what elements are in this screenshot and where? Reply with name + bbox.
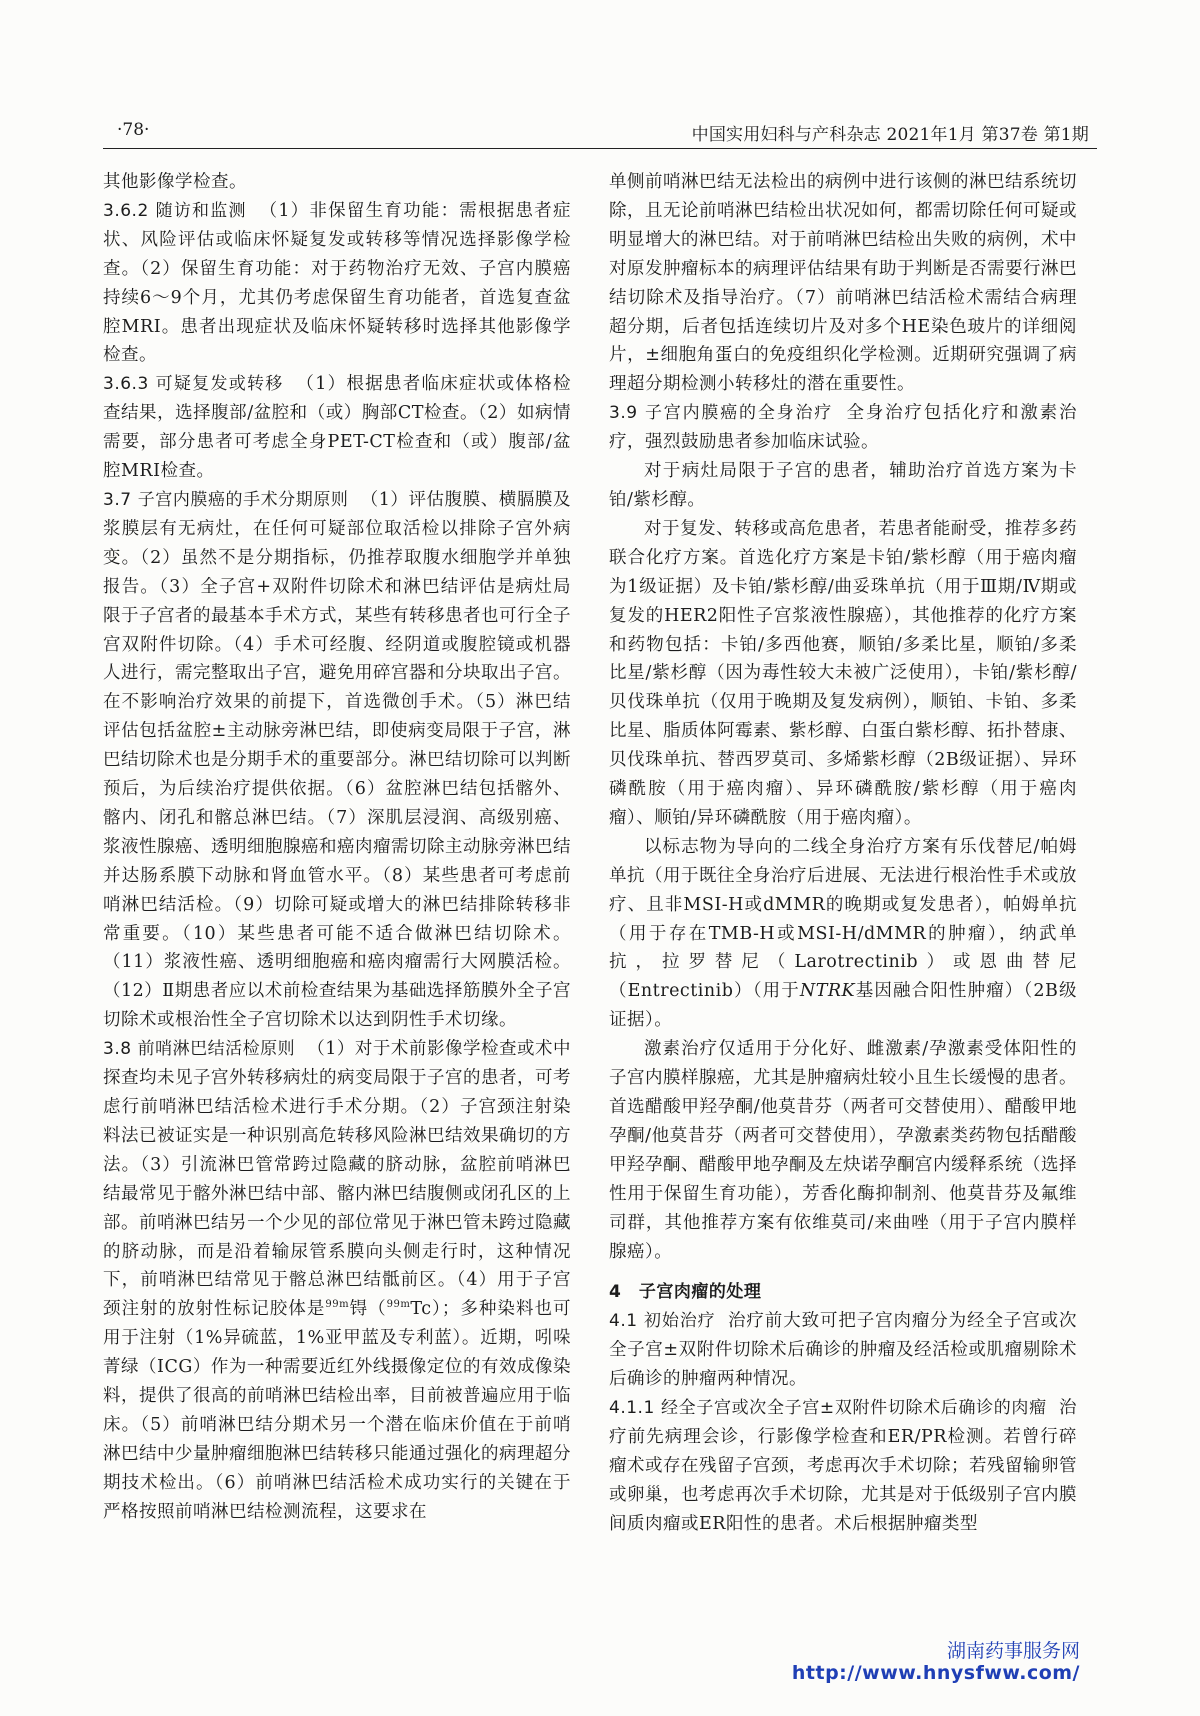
- page-number: ·78·: [117, 120, 150, 140]
- section-number: 4.1: [609, 1311, 638, 1332]
- superscript: 99m: [325, 1299, 350, 1311]
- section-body: （1）非保留生育功能：需根据患者症状、风险评估或临床怀疑复发或转移等情况选择影像学检查。（2）保留生育功能：对于药物治疗无效、子宫内膜癌持续6～9个月，尤其仍考虑保留生育功能者，首选复查盆腔MRI。患者出现症状及临床怀疑转移时选择其他影像学检查。: [103, 200, 571, 366]
- site-watermark: [792, 1640, 1080, 1684]
- section-3-6-3: [103, 370, 571, 486]
- paragraph: 激素治疗仅适用于分化好、雌激素/孕激素受体阳性的子宫内膜样腺癌，尤其是肿瘤病灶较小且生长缓慢的患者。首选醋酸甲羟孕酮/他莫昔芬（两者可交替使用）、醋酸甲地孕酮/他莫昔芬（两者可交替使用），孕激素类药物包括醋酸甲羟孕酮、醋酸甲地孕酮及左炔诺孕酮宫内缓释系统（选择性用于保留生育功能），芳香化酶抑制剂、他莫昔芬及氟维司群，其他推荐方案有依维莫司/来曲唑（用于子宫内膜样腺癌）。: [609, 1039, 1077, 1262]
- section-body: （1）评估腹膜、横膈膜及浆膜层有无病灶，在任何可疑部位取活检以排除子宫外病变。（2）虽然不是分期指标，仍推荐取腹水细胞学并单独报告。（3）全子宫+双附件切除术和淋巴结评估是病灶局限于子宫者的最基本手术方式，某些有转移患者也可行全子宫双附件切除。（4）手术可经腹、经阴道或腹腔镜或机器人进行，需完整取出子宫，避免用碎宫器和分块取出子宫。在不影响治疗效果的前提下，首选微创手术。（5）淋巴结评估包括盆腔±主动脉旁淋巴结，即使病变局限于子宫，淋巴结切除术也是分期手术的重要部分。淋巴结切除可以判断预后，为后续治疗提供依据。（6）盆腔淋巴结包括髂外、髂内、闭孔和髂总淋巴结。（7）深肌层浸润、高级别癌、浆液性腺癌、透明细胞腺癌和癌肉瘤需切除主动脉旁淋巴结并达肠系膜下动脉和肾血管水平。（8）某些患者可考虑前哨淋巴结活检。（9）切除可疑或增大的淋巴结排除转移非常重要。（10）某些患者可能不适合做淋巴结切除术。（11）浆液性癌、透明细胞癌和癌肉瘤需行大网膜活检。（12）Ⅱ期患者应以术前检查结果为基础选择筋膜外全子宫切除术或根治性全子宫切除术以达到阴性手术切缘。: [103, 489, 571, 1031]
- section-3-9: [609, 399, 1077, 457]
- gene-name: NTRK: [799, 981, 856, 1002]
- section-body: 全身治疗包括化疗和激素治疗，强烈鼓励患者参加临床试验。: [609, 403, 1078, 453]
- section-number: 3.6.3: [103, 374, 149, 395]
- paragraph-text: 基因融合阳性肿瘤）（2B级证据）。: [609, 981, 1077, 1031]
- section-title: 子宫内膜癌的全身治疗: [644, 403, 834, 424]
- section-body: 锝（: [349, 1299, 387, 1320]
- paragraph: [609, 833, 1077, 1035]
- section-4-1-1: [609, 1394, 1077, 1539]
- journal-citation: 中国实用妇科与产科杂志 2021年1月 第37卷 第1期: [691, 125, 1089, 145]
- section-body: （1）根据患者临床症状或体格检查结果，选择腹部/盆腔和（或）胸部CT检查。（2）如病情需要，部分患者可考虑全身PET-CT检查和（或）腹部/盆腔MRI检查。: [103, 374, 571, 482]
- section-3-6-2: [103, 197, 571, 370]
- watermark-name: 湖南药事服务网: [946, 1640, 1080, 1662]
- section-title: 子宫内膜癌的手术分期原则: [137, 489, 349, 510]
- section-number: 3.6.2: [103, 200, 149, 221]
- left-column: [103, 168, 571, 1527]
- section-title: 前哨淋巴结活检原则: [137, 1039, 296, 1060]
- section-4-1: [609, 1307, 1077, 1394]
- watermark-url[interactable]: http://www.hnysfww.com/: [791, 1662, 1080, 1684]
- section-body: 多种染料也可用于注射（1%异硫蓝，1%亚甲蓝及专利蓝）。近期，吲哚菁绿（ICG）作为一种需要近红外线摄像定位的有效成像染料，提供了很高的前哨淋巴结检出率，目前被普遍应用于临床。（5）前哨淋巴结分期术另一个潜在临床价值在于前哨淋巴结中少量肿瘤细胞淋巴结转移只能通过强化的病理超分期技术检出。（6）前哨淋巴结活检术成功实行的关键在于严格按照前哨淋巴结检测流程，这要求在: [103, 1299, 572, 1522]
- paragraph: 对于复发、转移或高危患者，若患者能耐受，推荐多药联合化疗方案。首选化疗方案是卡铂/紫杉醇（用于癌肉瘤为1级证据）及卡铂/紫杉醇/曲妥珠单抗（用于Ⅲ期/Ⅳ期或复发的HER2阳性子宫浆液性腺癌），其他推荐的化疗方案和药物包括：卡铂/多西他赛，顺铂/多柔比星，顺铂/多柔比星/紫杉醇（因为毒性较大未被广泛使用），卡铂/紫杉醇/贝伐珠单抗（仅用于晚期及复发病例），顺铂、卡铂、多柔比星、脂质体阿霉素、紫杉醇、白蛋白紫杉醇、拓扑替康、贝伐珠单抗、替西罗莫司、多烯紫杉醇（2B级证据）、异环磷酰胺（用于癌肉瘤）、异环磷酰胺/紫杉醇（用于癌肉瘤）、顺铂/异环磷酰胺（用于癌肉瘤）。: [609, 518, 1077, 828]
- superscript: 99m: [386, 1299, 411, 1311]
- paragraph: 对于病灶局限于子宫的患者，辅助治疗首选方案为卡铂/紫杉醇。: [609, 461, 1077, 510]
- section-title: 初始治疗: [644, 1311, 716, 1332]
- section-heading-4: 4 子宫肉瘤的处理: [609, 1282, 762, 1303]
- section-body: 治疗前大致可把子宫肉瘤分为经全子宫或次全子宫±双附件切除术后确诊的肿瘤及经活检或肌瘤剔除术后确诊的肿瘤两种情况。: [609, 1311, 1077, 1390]
- section-number: 4.1.1: [609, 1398, 655, 1419]
- section-number: 3.8: [103, 1039, 132, 1060]
- section-3-8: [103, 1035, 571, 1526]
- section-title: 可疑复发或转移: [155, 374, 284, 395]
- paragraph-text: 以标志物为导向的二线全身治疗方案有乐伐替尼/帕姆单抗（用于既往全身治疗后进展、无法进行根治性手术或放疗、且非MSI-H或dMMR的晚期或复发患者），帕姆单抗（用于存在TMB-H或MSI-H/dMMR的肿瘤），纳武单抗，拉罗替尼（Larotrectinib）或恩曲替尼（Entrectinib）（用于: [609, 836, 1077, 1002]
- section-body: 治疗前先病理会诊，行影像学检查和ER/PR检测。若曾行碎瘤术或存在残留子宫颈，考虑再次手术切除；若残留输卵管或卵巢，也考虑再次手术切除，尤其是对于低级别子宫内膜间质肉瘤或ER阳性的患者。术后根据肿瘤类型: [609, 1398, 1077, 1534]
- section-title: 随访和监测: [155, 200, 247, 221]
- paragraph: 其他影像学检查。: [103, 172, 247, 192]
- section-body: （1）对于术前影像学检查或术中探查均未见子宫外转移病灶的病变局限于子宫的患者，可考虑行前哨淋巴结活检术进行手术分期。（2）子宫颈注射染料法已被证实是一种识别高危转移风险淋巴结效果确切的方法。（3）引流淋巴管常跨过隐藏的脐动脉，盆腔前哨淋巴结最常见于髂外淋巴结中部、髂内淋巴结腹侧或闭孔区的上部。前哨淋巴结另一个少见的部位常见于淋巴管未跨过隐藏的脐动脉，而是沿着输尿管系膜向头侧走行时，这种情况下，前哨淋巴结常见于髂总淋巴结骶前区。（4）用于子宫颈注射的放射性标记胶体是: [103, 1039, 571, 1320]
- page-header: [103, 116, 1097, 149]
- section-title: 经全子宫或次全子宫±双附件切除术后确诊的肉瘤: [661, 1398, 1047, 1419]
- section-body: Tc）；: [410, 1299, 460, 1320]
- section-number: 3.7: [103, 489, 132, 510]
- section-number: 3.9: [609, 403, 638, 424]
- paragraph: 单侧前哨淋巴结无法检出的病例中进行该侧的淋巴结系统切除，且无论前哨淋巴结检出状况如何，都需切除任何可疑或明显增大的淋巴结。对于前哨淋巴结检出失败的病例，术中对原发肿瘤标本的病理评估结果有助于判断是否需要行淋巴结切除术及指导治疗。（7）前哨淋巴结活检术需结合病理超分期，后者包括连续切片及对多个HE染色玻片的详细阅片，±细胞角蛋白的免疫组织化学检测。近期研究强调了病理超分期检测小转移灶的潜在重要性。: [609, 172, 1077, 395]
- section-3-7: [103, 486, 571, 1035]
- right-column: [609, 168, 1077, 1539]
